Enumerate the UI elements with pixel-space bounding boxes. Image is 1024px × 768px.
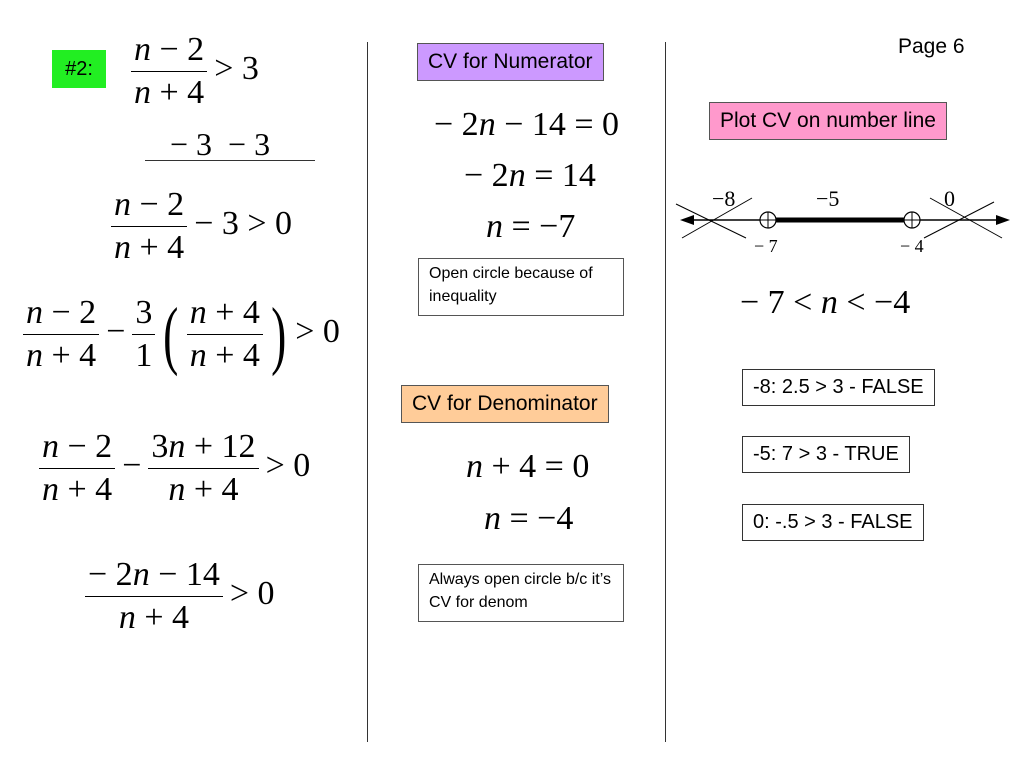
cv-label-neg7: − 7 xyxy=(754,236,778,256)
test-point-neg5: −5 xyxy=(816,186,840,211)
step-3: $\frac{n - 2}{n + 4}$ − $\frac{3}{1}$ ( $\frac{n + 4}{n + 4}$ ) > 0 xyxy=(20,296,344,373)
test-point-0: 0 xyxy=(944,186,955,211)
numerator-equation-3: n = −7 xyxy=(486,208,576,245)
step-5: $\frac{- 2n - 14}{n + 4}$ > 0 xyxy=(82,558,279,635)
denominator-equation-1: n + 4 = 0 xyxy=(466,448,590,485)
problem-tag: #2: xyxy=(52,50,106,88)
plot-cv-title: Plot CV on number line xyxy=(709,102,947,140)
step-2: $\frac{n - 2}{n + 4}$ − 3 > 0 xyxy=(108,188,296,265)
step-1-subtract: − 3 − 3 xyxy=(170,126,271,162)
denominator-equation-2: n = −4 xyxy=(484,500,574,537)
page-label: Page 6 xyxy=(898,35,965,58)
numerator-equation-1: − 2n − 14 = 0 xyxy=(434,106,620,143)
test-result-neg5: -5: 7 > 3 - TRUE xyxy=(742,436,910,473)
numerator-cv-title: CV for Numerator xyxy=(417,43,604,81)
solution-inequality: − 7 < n < −4 xyxy=(740,284,911,321)
divider-left xyxy=(367,42,368,742)
step-4: $\frac{n - 2}{n + 4}$ − $\frac{3n + 12}{n + 4}$ > 0 xyxy=(36,430,314,507)
number-line xyxy=(668,180,1020,260)
denominator-cv-title: CV for Denominator xyxy=(401,385,609,423)
cv-label-neg4: − 4 xyxy=(900,236,924,256)
numerator-note: Open circle because of inequality xyxy=(418,258,624,316)
numerator-equation-2: − 2n = 14 xyxy=(464,157,596,194)
test-result-neg8: -8: 2.5 > 3 - FALSE xyxy=(742,369,935,406)
right-arrow-icon xyxy=(996,215,1010,225)
test-point-neg8: −8 xyxy=(712,186,736,211)
left-arrow-icon xyxy=(680,215,694,225)
step-1: $\frac{n - 2}{n + 4}$ > 3 xyxy=(128,33,263,110)
test-result-0: 0: -.5 > 3 - FALSE xyxy=(742,504,924,541)
open-circle-neg4 xyxy=(904,212,920,228)
denominator-note: Always open circle b/c it’s CV for denom xyxy=(418,564,624,622)
divider-right xyxy=(665,42,666,742)
open-circle-neg7 xyxy=(760,212,776,228)
subtraction-rule xyxy=(145,160,315,161)
